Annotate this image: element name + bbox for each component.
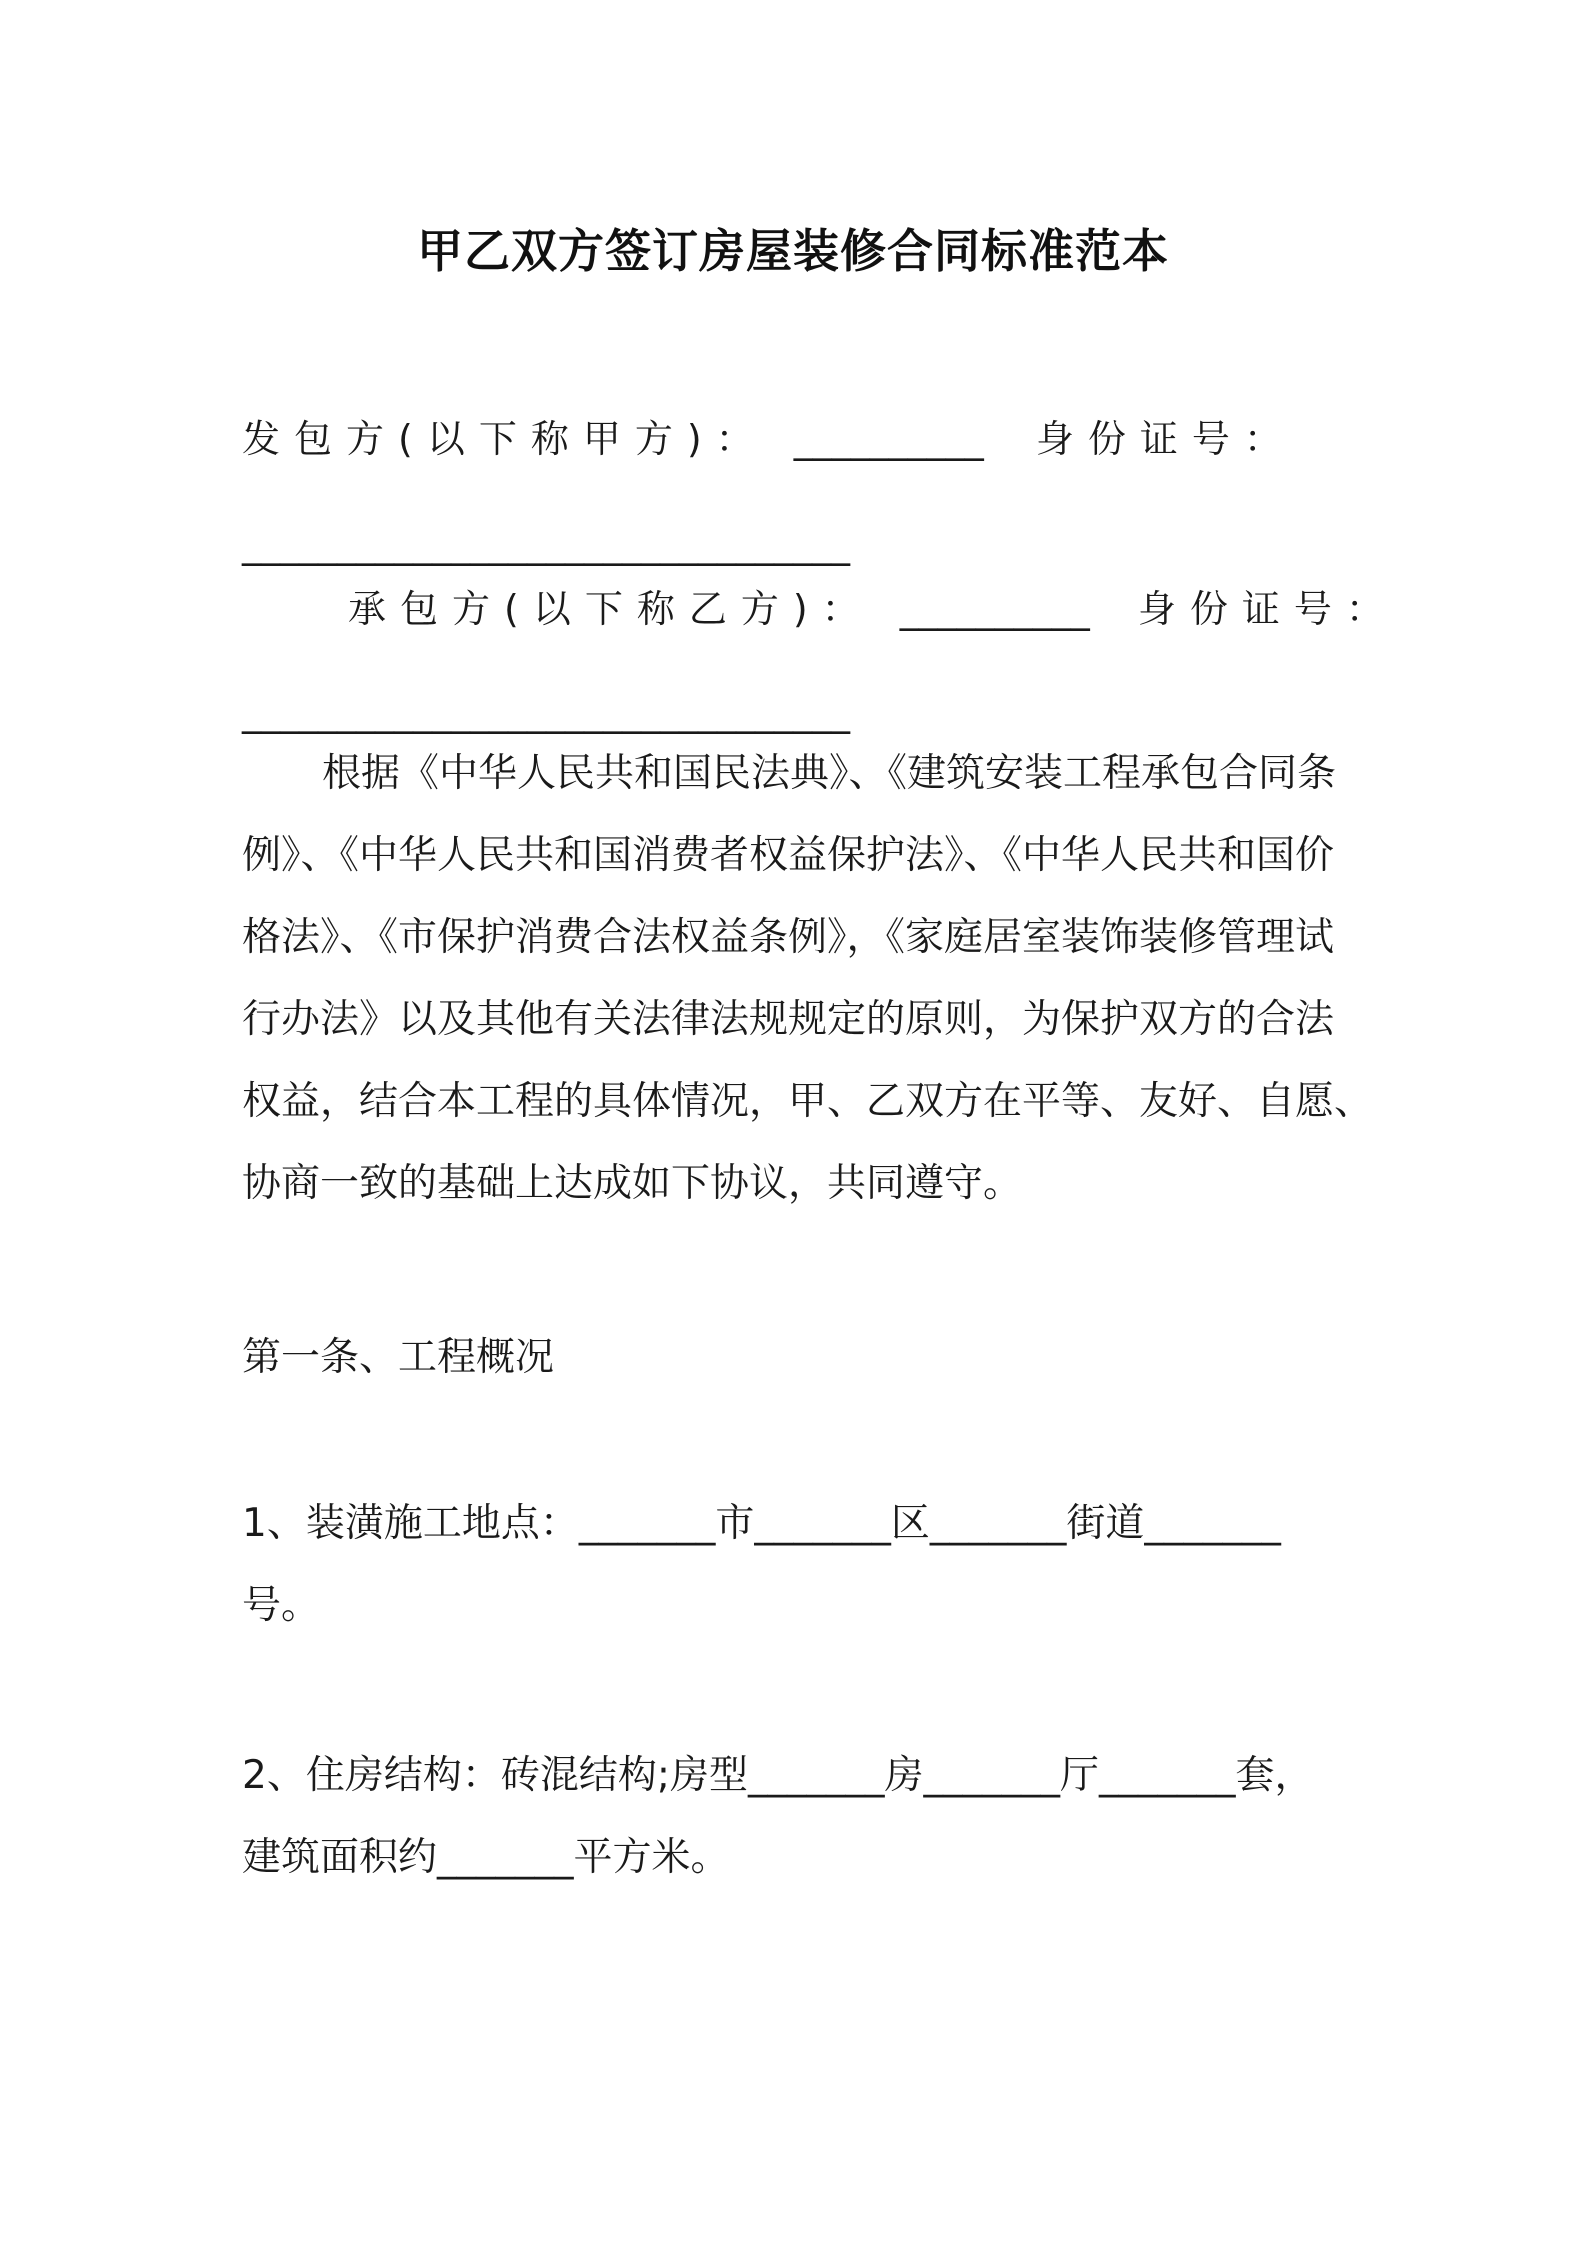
party-b-id-label: 身份证号： bbox=[1137, 587, 1398, 631]
preamble-line: 例》、《中华人民共和国消费者权益保护法》、《中华人民共和国价 bbox=[242, 833, 1335, 878]
party-b-label: 承包方(以下称乙方)： bbox=[348, 587, 874, 631]
preamble-line: 格法》、《市保护消费合法权益条例》，《家庭居室装饰装修管理试 bbox=[242, 915, 1335, 960]
article-1-heading: 第一条、工程概况 bbox=[242, 1335, 555, 1380]
party-a-id-blank: ________________________________ bbox=[242, 522, 850, 566]
party-a-id-label: 身份证号： bbox=[1035, 417, 1296, 461]
item-1-line: 号。 bbox=[242, 1583, 321, 1628]
party-b-name-blank: __________ bbox=[899, 587, 1090, 631]
item-1-line: 1、装潢施工地点：_______市_______区_______街道_______ bbox=[242, 1501, 1281, 1546]
party-a-label: 发包方(以下称甲方)： bbox=[242, 417, 768, 461]
preamble-line: 权益，结合本工程的具体情况，甲、乙双方在平等、友好、自愿、 bbox=[242, 1079, 1374, 1124]
preamble-line: 行办法》以及其他有关法律法规规定的原则，为保护双方的合法 bbox=[242, 997, 1335, 1042]
party-a-name-blank: __________ bbox=[793, 417, 984, 461]
document-title: 甲乙双方签订房屋装修合同标准范本 bbox=[417, 224, 1169, 278]
party-b-line bbox=[348, 585, 1398, 633]
party-a-line bbox=[242, 415, 1362, 463]
preamble-line: 协商一致的基础上达成如下协议，共同遵守。 bbox=[242, 1161, 1023, 1206]
item-2-line: 2、住房结构：砖混结构;房型_______房_______厅_______套， bbox=[242, 1753, 1314, 1798]
preamble-line: 根据《中华人民共和国民法典》、《建筑安装工程承包合同条 bbox=[322, 751, 1337, 796]
item-2-line: 建筑面积约_______平方米。 bbox=[242, 1835, 730, 1880]
party-b-id-blank: ________________________________ bbox=[242, 690, 850, 734]
